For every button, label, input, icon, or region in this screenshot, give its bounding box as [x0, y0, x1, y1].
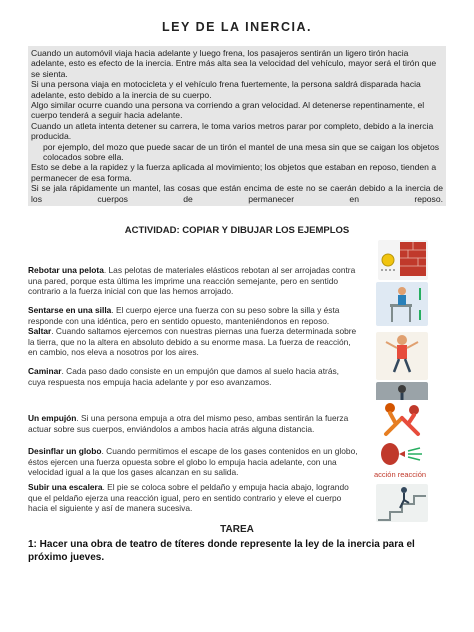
task-text: 1: Hacer una obra de teatro de títeres donde represente la ley de la inercia para el próximo jueves.	[28, 539, 415, 563]
intro-paragraph: Si una persona viaja en motocicleta y el vehículo frena fuertemente, la persona saldrá disparada hacia adelante, esto debido a la inercia de su cuerpo.	[31, 79, 421, 100]
example-text: . Las pelotas de materiales elásticos rebotan al ser arrojadas contra una pared, porque esta última les imprime una reacción semejante, pero en sentido contrario a la fuerza inicial con que las hemos arrojado.	[28, 265, 356, 297]
example-term: Subir una escalera	[28, 482, 103, 492]
example-term: Saltar	[28, 326, 52, 336]
example-term: Desinflar un globo	[28, 446, 102, 456]
example-term: Caminar	[28, 366, 62, 376]
push-illustration	[372, 400, 432, 438]
example-term: Rebotar una pelota	[28, 265, 104, 275]
example-text: . Cuando saltamos ejercemos con nuestras piernas una fuerza determinada sobre la tierra, que no la altera en absoluto debido a su enorme masa. La fuerza de reacción, en cambio, nos eleva a nosotros por los aires.	[28, 326, 357, 358]
example-empujon	[28, 413, 358, 434]
intro-paragraph: Esto se debe a la rapidez y la fuerza aplicada al movimiento; los objetos que estaban en reposo, tienden a permanecer de esa forma.	[31, 162, 437, 183]
example-term: Sentarse en una silla	[28, 305, 112, 315]
example-text: . Cuando permitimos el escape de los gases contenidos en un globo, éstos ejercen una fuerza opuesta sobre el globo lo empuja hacia adelante, con una velocidad igual a la que los gases alcanzan en su salida.	[28, 446, 358, 478]
example-desinflar-globo	[28, 446, 358, 478]
chair-illustration	[376, 282, 428, 326]
example-text: . Cada paso dado consiste en un empujón que damos al suelo hacia atrás, cuya respuesta nos empuja hacia adelante y por eso avanzamos.	[28, 366, 340, 387]
balloon-caption: acción reacción	[373, 470, 427, 479]
example-text: . El pie se coloca sobre el peldaño y empuja hacia abajo, logrando que el peldaño ejerza una reacción igual, pero en sentido contrario y eleve el cuerpo hacia el siguiente y así de manera sucesiva.	[28, 482, 349, 514]
example-term: Un empujón	[28, 413, 77, 423]
example-subir-escalera	[28, 482, 358, 514]
example-caminar	[28, 366, 358, 387]
intro-paragraph: Cuando un atleta intenta detener su carrera, le toma varios metros parar por completo, debido a la inercia producida.	[31, 120, 434, 142]
example-text: . El cuerpo ejerce una fuerza con su peso sobre la silla y ésta responde con una idéntica, pero en sentido opuesto, manteniéndonos en reposo.	[28, 305, 340, 326]
example-rebotar-pelota	[28, 265, 358, 297]
balloon-illustration	[372, 440, 428, 482]
tarea-heading: TAREA	[220, 524, 254, 535]
activity-heading: ACTIVIDAD: COPIAR Y DIBUJAR LOS EJEMPLOS	[124, 225, 350, 236]
intro-paragraph: Si se jala rápidamente un mantel, las cosas que están encima de este no se caerán debido a la inercia de los cuerpos de permanecer en reposo.	[31, 183, 443, 204]
intro-paragraph: Algo similar ocurre cuando una persona va corriendo a gran velocidad. Al detenerse repentinamente, el cuerpo tenderá a seguir hacia adelante.	[31, 100, 425, 121]
intro-box	[28, 46, 446, 206]
page-title: LEY DE LA INERCIA.	[162, 20, 312, 34]
intro-paragraph: Cuando un automóvil viaja hacia adelante y luego frena, los pasajeros sentirán un ligero tirón hacia adelante, esto es efecto de la inercia. Entre más alta sea la velocidad del vehículo, mayor será el tirón que se sienta.	[31, 48, 437, 79]
ball-wall-illustration	[378, 240, 428, 280]
intro-paragraph: por ejemplo, del mozo que puede sacar de un tirón el mantel de una mesa sin que se caigan los objetos colocados sobre ella.	[43, 141, 440, 163]
example-sentarse-silla	[28, 305, 358, 326]
example-saltar	[28, 326, 358, 358]
example-text: . Si una persona empuja a otra del mismo peso, ambas sentirán la fuerza actuar sobre sus cuerpos, enviándolos a ambos hacia atrás alguna distancia.	[28, 413, 349, 434]
stairs-illustration	[376, 484, 428, 522]
jump-illustration	[376, 332, 428, 380]
